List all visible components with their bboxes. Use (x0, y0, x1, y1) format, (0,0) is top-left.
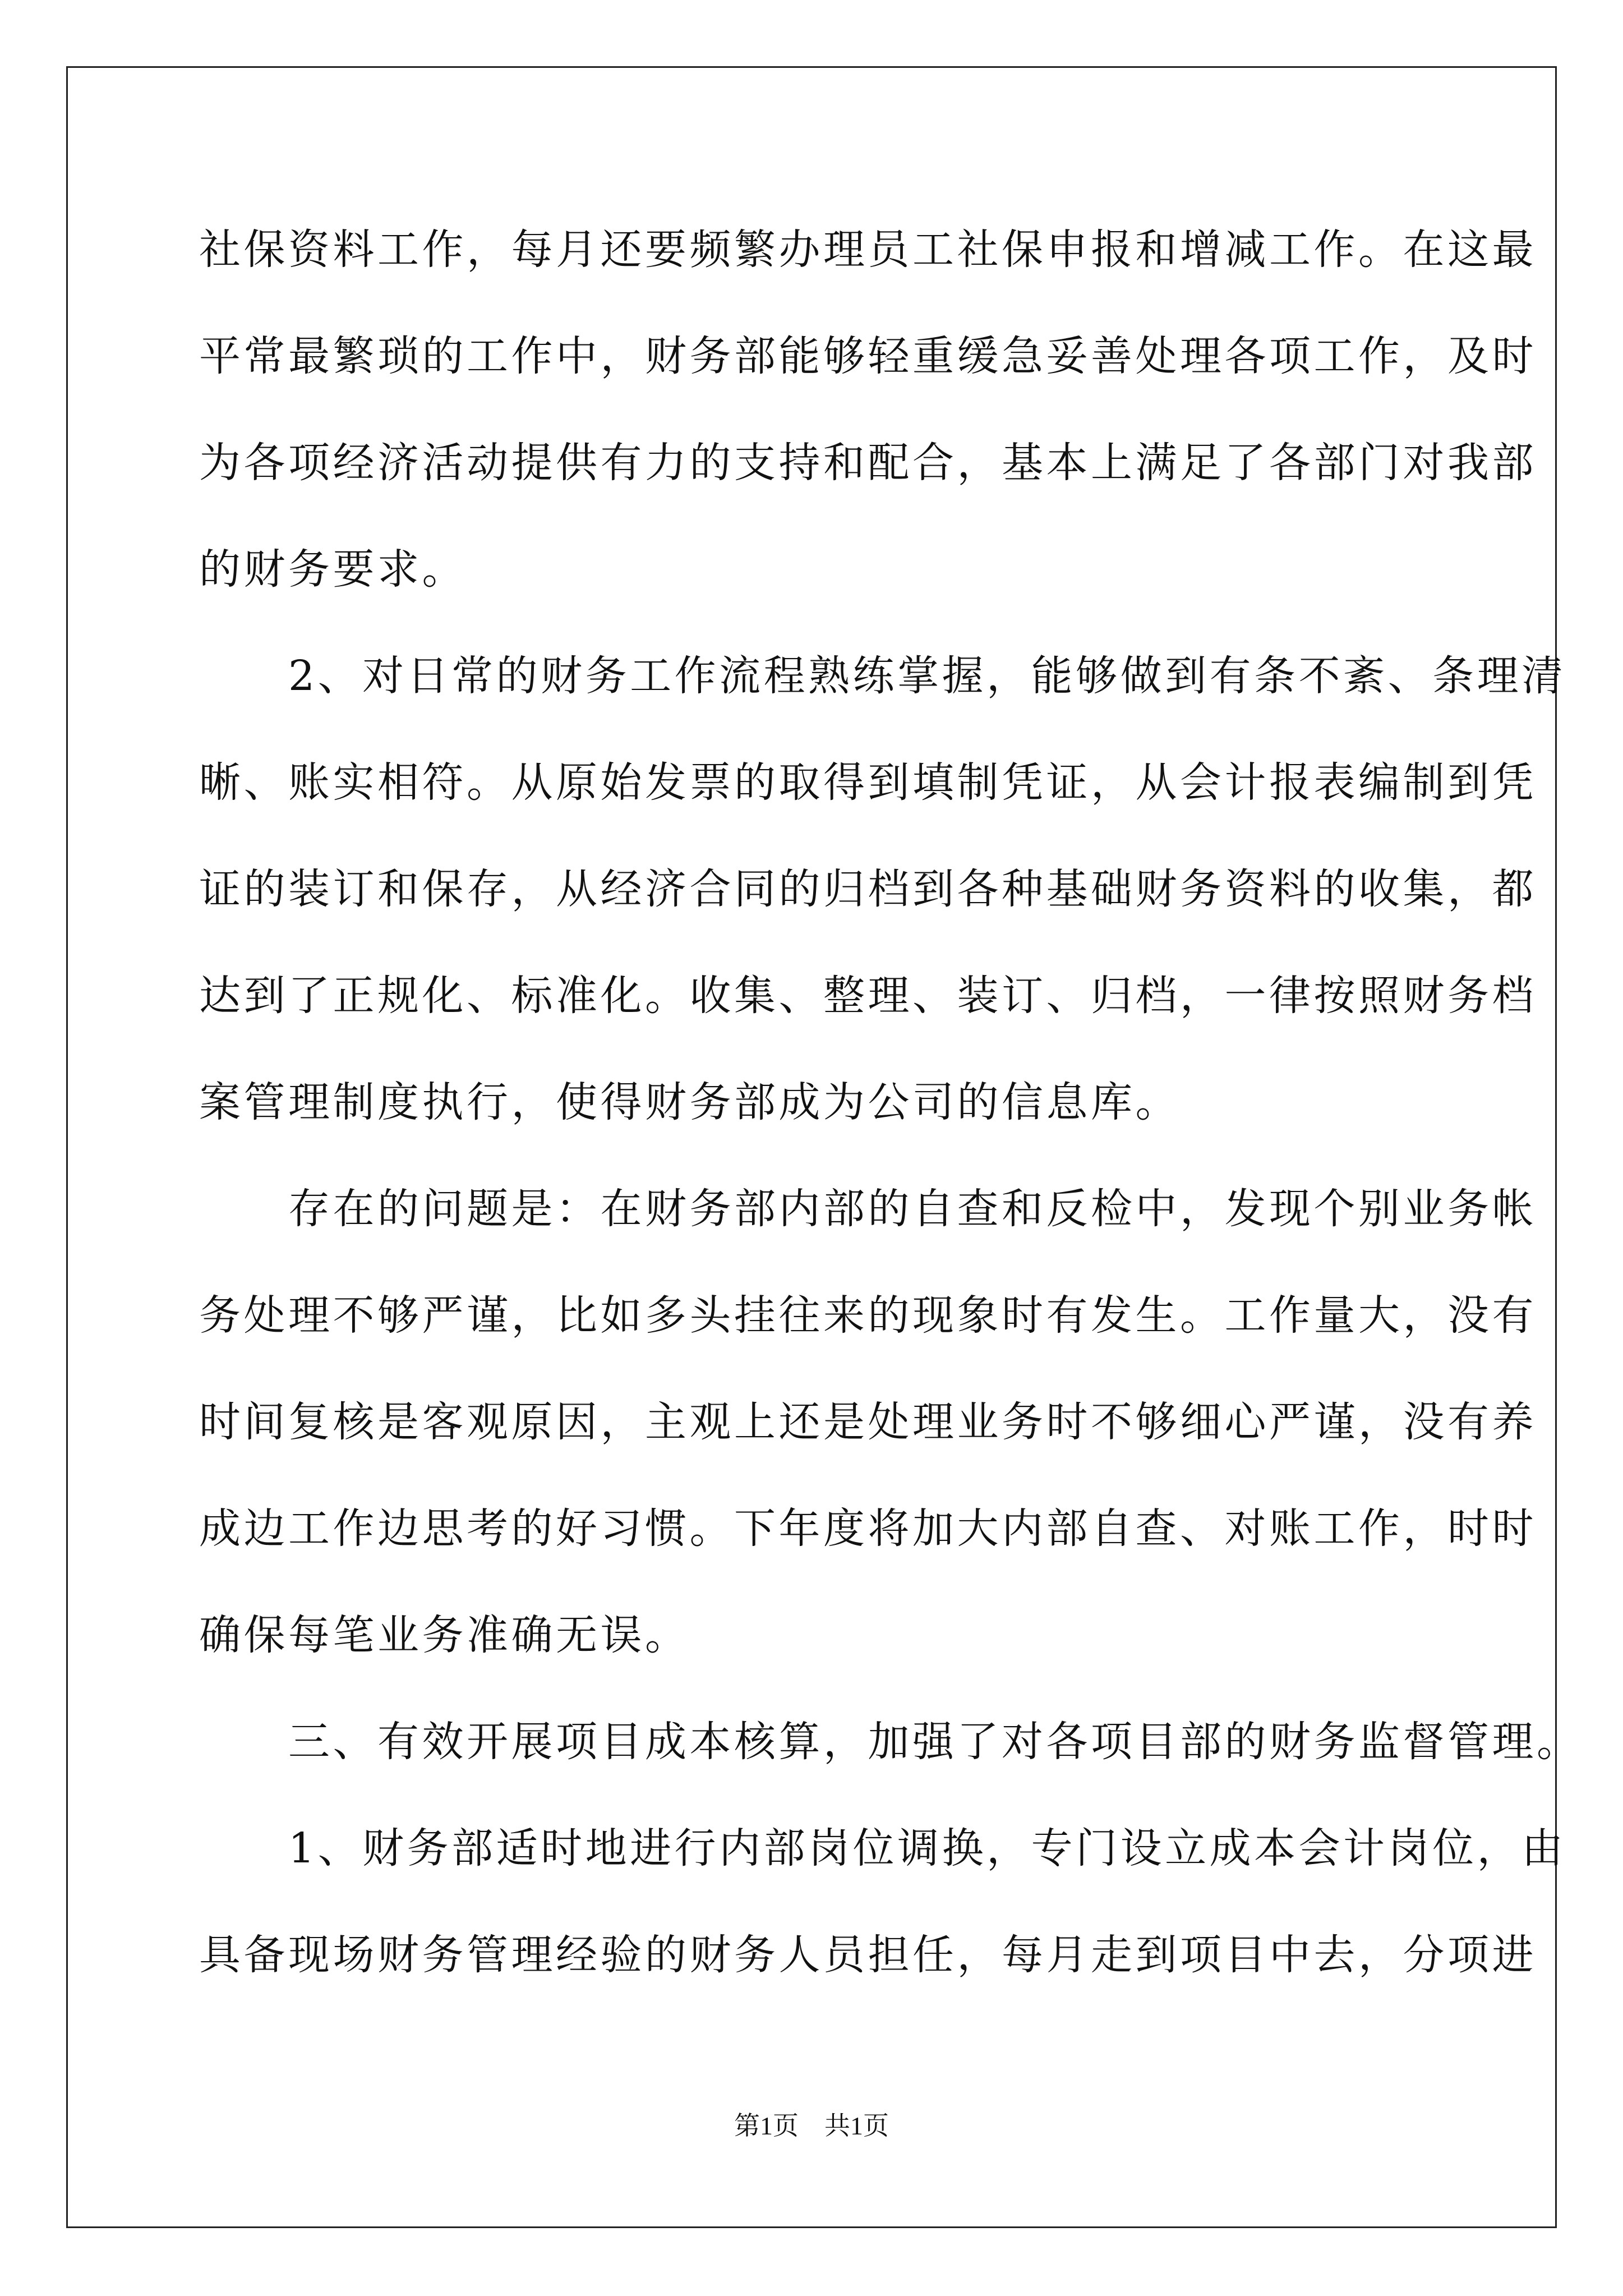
text-line: 晰、账实相符。从原始发票的取得到填制凭证，从会计报表编制到凭 (199, 758, 1537, 807)
text-line: 确保每笔业务准确无误。 (199, 1611, 690, 1659)
text-line: 三、有效开展项目成本核算，加强了对各项目部的财务监督管理。 (199, 1718, 1581, 1766)
text-line: 时间复核是客观原因，主观上还是处理业务时不够细心严谨，没有养 (199, 1398, 1537, 1446)
text-line: 平常最繁琐的工作中，财务部能够轻重缓急妥善处理各项工作，及时 (199, 332, 1537, 380)
text-line: 为各项经济活动提供有力的支持和配合，基本上满足了各部门对我部 (199, 439, 1537, 487)
text-line: 存在的问题是：在财务部内部的自查和反检中，发现个别业务帐 (199, 1185, 1537, 1233)
text-line: 达到了正规化、标准化。收集、整理、装订、归档，一律按照财务档 (199, 972, 1537, 1020)
text-line: 社保资料工作，每月还要频繁办理员工社保申报和增减工作。在这最 (199, 226, 1537, 274)
text-line: 案管理制度执行，使得财务部成为公司的信息库。 (199, 1078, 1180, 1126)
page-border (66, 66, 1557, 2228)
text-line: 具备现场财务管理经验的财务人员担任，每月走到项目中去，分项进 (199, 1931, 1537, 1979)
text-line: 成边工作边思考的好习惯。下年度将加大内部自查、对账工作，时时 (199, 1504, 1537, 1553)
text-line: 务处理不够严谨，比如多头挂往来的现象时有发生。工作量大，没有 (199, 1291, 1537, 1340)
text-line: 证的装订和保存，从经济合同的归档到各种基础财务资料的收集，都 (199, 865, 1537, 913)
text-line: 2、对日常的财务工作流程熟练掌握，能够做到有条不紊、条理清 (199, 652, 1566, 700)
text-line: 1、财务部适时地进行内部岗位调换，专门设立成本会计岗位，由 (199, 1824, 1566, 1872)
text-line: 的财务要求。 (199, 545, 467, 593)
page-footer: 第1页 共1页 (734, 2111, 889, 2140)
